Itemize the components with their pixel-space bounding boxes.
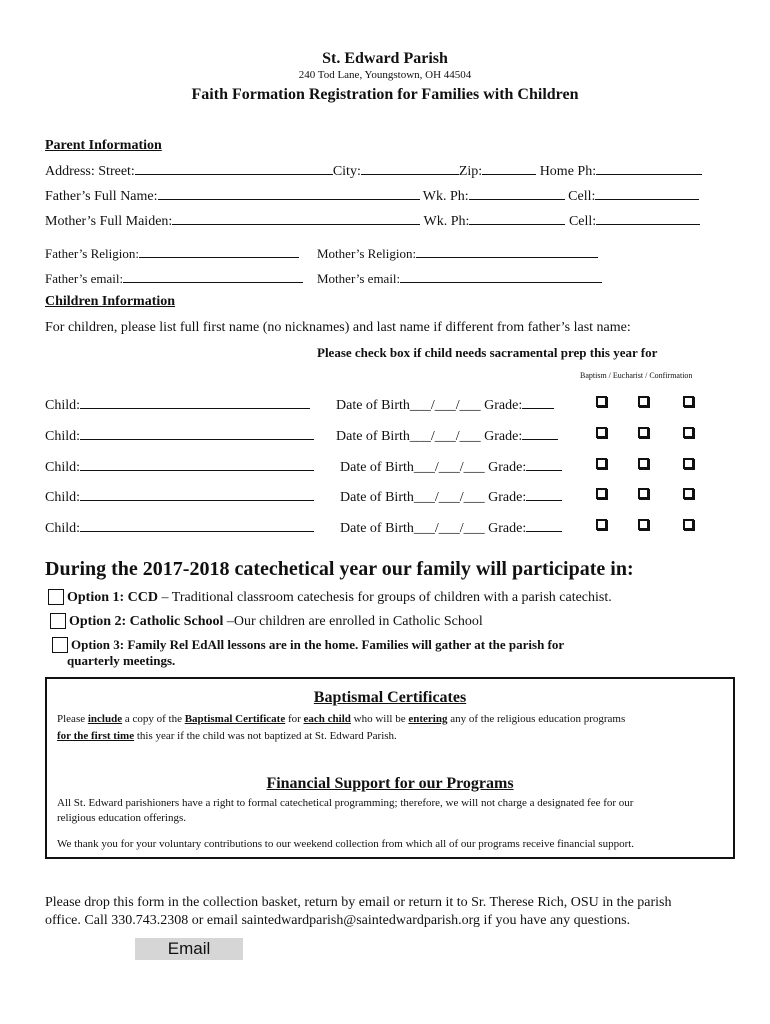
- option2-label: Option 2: Catholic School: [69, 614, 224, 629]
- grade-label: Grade:: [488, 460, 527, 475]
- option1-text: – Traditional classroom catechesis for groups of children with a parish catechist.: [158, 590, 612, 605]
- home-phone-field[interactable]: [596, 162, 702, 175]
- baptism-checkbox[interactable]: [596, 488, 607, 499]
- baptismal-text-part: Please: [57, 713, 88, 725]
- dob-field[interactable]: ___/___/___: [413, 460, 485, 475]
- father-wk-ph-label: Wk. Ph:: [422, 189, 469, 204]
- father-cell-label: Cell:: [568, 189, 596, 204]
- address-row: [45, 162, 702, 180]
- sacraments-label: Baptism / Eucharist / Confirmation: [580, 371, 693, 380]
- option2: [69, 614, 483, 630]
- grade-field[interactable]: [522, 396, 554, 409]
- street-field[interactable]: [135, 162, 333, 175]
- confirmation-checkbox[interactable]: [683, 396, 694, 407]
- child-label: Child:: [45, 429, 81, 444]
- option1-label: Option 1: CCD: [67, 590, 159, 605]
- eucharist-checkbox[interactable]: [638, 458, 649, 469]
- father-wk-ph-field[interactable]: [469, 187, 565, 200]
- first-time-emphasis: for the first time: [57, 730, 135, 742]
- dob-label: Date of Birth: [340, 460, 414, 475]
- grade-field[interactable]: [526, 488, 562, 501]
- eucharist-checkbox[interactable]: [638, 488, 649, 499]
- city-label: City:: [332, 164, 361, 179]
- baptismal-text-part: any of the religious education programs: [447, 713, 626, 725]
- option3-checkbox[interactable]: [52, 637, 68, 653]
- dob-label: Date of Birth: [336, 398, 410, 413]
- confirmation-checkbox[interactable]: [683, 519, 694, 530]
- parent-info-heading: Parent Information: [45, 138, 162, 153]
- baptism-checkbox[interactable]: [596, 396, 607, 407]
- grade-label: Grade:: [488, 490, 527, 505]
- child-label: Child:: [45, 490, 81, 505]
- mother-maiden-field[interactable]: [172, 212, 420, 225]
- mother-wk-ph-field[interactable]: [469, 212, 565, 225]
- dob-label: Date of Birth: [340, 521, 414, 536]
- option2-text: –Our children are enrolled in Catholic School: [223, 614, 483, 629]
- option3-text: Option 3: Family Rel EdAll lessons are in the home. Families will gather at the parish for: [71, 637, 565, 652]
- option3-text-cont: quarterly meetings.: [67, 653, 176, 668]
- mother-religion-label: Mother’s Religion:: [317, 246, 417, 261]
- footer-text-1: Please drop this form in the collection basket, return by email or return it to Sr. Therese Rich, OSU in the parish: [45, 895, 672, 910]
- dob-field[interactable]: ___/___/___: [413, 490, 485, 505]
- child-name-field[interactable]: [80, 519, 314, 532]
- father-name-label: Father’s Full Name:: [45, 189, 158, 204]
- financial-text-2: religious education offerings.: [57, 812, 187, 824]
- footer-text-2: office. Call 330.743.2308 or email saintedwardparish@saintedwardparish.org if you have any questions.: [45, 913, 631, 928]
- option2-checkbox[interactable]: [50, 613, 66, 629]
- father-religion-row: [45, 245, 299, 262]
- option1-checkbox[interactable]: [48, 589, 64, 605]
- grade-label: Grade:: [484, 429, 523, 444]
- mother-cell-label: Cell:: [568, 214, 597, 229]
- father-email-row: [45, 270, 303, 287]
- financial-heading: Financial Support for our Programs: [266, 775, 514, 792]
- dob-field[interactable]: ___/___/___: [413, 521, 485, 536]
- children-instructions: For children, please list full first name (no nicknames) and last name if different from father’s last name:: [45, 320, 631, 335]
- father-row: [45, 187, 699, 205]
- dob-field[interactable]: ___/___/___: [409, 398, 481, 413]
- father-religion-label: Father’s Religion:: [45, 246, 140, 261]
- street-label: Address: Street:: [45, 164, 135, 179]
- financial-text-3: We thank you for your voluntary contributions to our weekend collection from which all of our programs receive financial support.: [57, 838, 635, 850]
- mother-email-label: Mother’s email:: [317, 271, 401, 286]
- mother-email-row: [317, 270, 602, 287]
- zip-field[interactable]: [482, 162, 536, 175]
- home-phone-label: Home Ph:: [539, 164, 597, 179]
- parish-address: 240 Tod Lane, Youngstown, OH 44504: [298, 69, 472, 81]
- sacrament-check-note: Please check box if child needs sacramental prep this year for: [317, 345, 658, 360]
- baptism-checkbox[interactable]: [596, 519, 607, 530]
- dob-label: Date of Birth: [340, 490, 414, 505]
- mother-email-field[interactable]: [400, 270, 602, 283]
- confirmation-checkbox[interactable]: [683, 488, 694, 499]
- grade-label: Grade:: [488, 521, 527, 536]
- baptismal-heading: Baptismal Certificates: [313, 689, 467, 706]
- child-name-field[interactable]: [80, 488, 314, 501]
- mother-religion-row: [317, 245, 598, 262]
- baptismal-text-part: a copy of the: [122, 713, 185, 725]
- confirmation-checkbox[interactable]: [683, 427, 694, 438]
- mother-cell-field[interactable]: [596, 212, 700, 225]
- father-name-field[interactable]: [158, 187, 420, 200]
- baptismal-text-part: this year if the child was not baptized at St. Edward Parish.: [134, 730, 397, 742]
- father-cell-field[interactable]: [595, 187, 699, 200]
- grade-field[interactable]: [526, 458, 562, 471]
- baptismal-text-part: who will be: [350, 713, 409, 725]
- parish-name: St. Edward Parish: [322, 50, 448, 67]
- child-label: Child:: [45, 521, 81, 536]
- entering-emphasis: entering: [408, 713, 448, 725]
- option1: [67, 590, 612, 606]
- child-label: Child:: [45, 398, 81, 413]
- grade-label: Grade:: [484, 398, 523, 413]
- participation-heading: During the 2017-2018 catechetical year our family will participate in:: [45, 558, 634, 580]
- city-field[interactable]: [361, 162, 459, 175]
- baptism-checkbox[interactable]: [596, 427, 607, 438]
- father-email-label: Father’s email:: [45, 271, 124, 286]
- dob-label: Date of Birth: [336, 429, 410, 444]
- child-name-field[interactable]: [80, 458, 314, 471]
- child-name-field[interactable]: [80, 427, 314, 440]
- mother-row: [45, 212, 700, 230]
- each-child-emphasis: each child: [303, 713, 351, 725]
- baptismal-text-line2: [57, 730, 397, 742]
- child-label: Child:: [45, 460, 81, 475]
- include-emphasis: include: [87, 713, 123, 725]
- baptismal-text-part: for: [285, 713, 304, 725]
- children-info-heading: Children Information: [45, 294, 176, 309]
- child-name-field[interactable]: [80, 396, 310, 409]
- grade-field[interactable]: [522, 427, 558, 440]
- father-email-field[interactable]: [123, 270, 303, 283]
- baptism-checkbox[interactable]: [596, 458, 607, 469]
- form-title: Faith Formation Registration for Families with Children: [191, 86, 579, 103]
- mother-religion-field[interactable]: [416, 245, 598, 258]
- financial-text-1: All St. Edward parishioners have a right to formal catechetical programming; therefore, we will not charge a designated fee for our: [57, 797, 634, 809]
- father-religion-field[interactable]: [139, 245, 299, 258]
- email-button[interactable]: Email: [135, 938, 243, 960]
- eucharist-checkbox[interactable]: [638, 427, 649, 438]
- confirmation-checkbox[interactable]: [683, 458, 694, 469]
- certificate-emphasis: Baptismal Certificate: [184, 713, 286, 725]
- eucharist-checkbox[interactable]: [638, 519, 649, 530]
- grade-field[interactable]: [526, 519, 562, 532]
- baptismal-text: [57, 713, 625, 725]
- dob-field[interactable]: ___/___/___: [409, 429, 481, 444]
- zip-label: Zip:: [458, 164, 483, 179]
- mother-maiden-label: Mother’s Full Maiden:: [45, 214, 173, 229]
- eucharist-checkbox[interactable]: [638, 396, 649, 407]
- mother-wk-ph-label: Wk. Ph:: [423, 214, 470, 229]
